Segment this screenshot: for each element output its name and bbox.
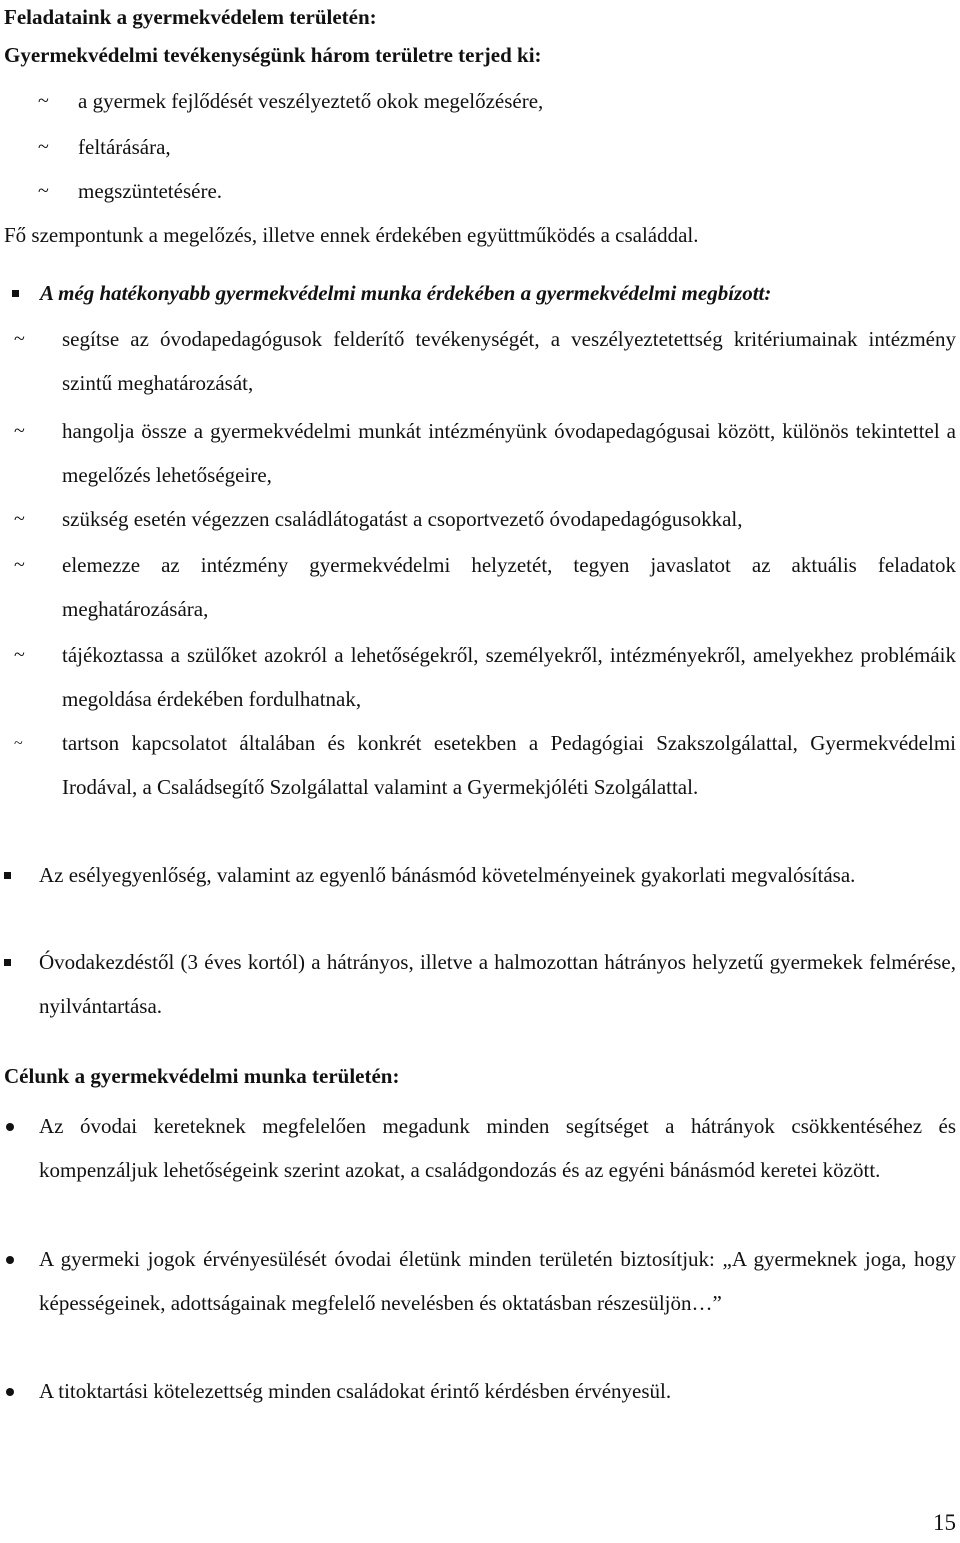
square-item-text: Óvodakezdéstől (3 éves kortól) a hátrányos, illetve a halmozottan hátrányos helyzetű gyermekek felmérése, nyilvántartása. [39, 950, 956, 1018]
goal-list-item [0, 1238, 956, 1325]
tilde-bullet: ~ [14, 554, 25, 576]
goal-list-item [0, 1370, 956, 1414]
officer-task-text: hangolja össze a gyermekvédelmi munkát intézményünk óvodapedagógusai között, különös tekintettel a megelőzés lehetőségeire, [62, 419, 956, 487]
main-focus-text: Fő szempontunk a megelőzés, illetve ennek érdekében együttműködés a családdal. [4, 223, 699, 247]
goal-heading: Célunk a gyermekvédelmi munka területén: [4, 1064, 400, 1088]
heading-tasks: Feladataink a gyermekvédelem területén: [4, 5, 377, 29]
square-bullet-icon [4, 959, 11, 966]
tilde-bullet: ~ [38, 136, 49, 158]
tilde-bullet: ~ [14, 508, 25, 530]
round-bullet-icon [6, 1256, 14, 1264]
officer-task-text: tájékoztassa a szülőket azokról a lehetőségekről, személyekről, intézményekről, amelyekhez problémáik megoldása érdekében fordulhatnak, [62, 643, 956, 711]
officer-task-item [0, 498, 956, 542]
tilde-bullet: ~ [38, 90, 49, 112]
officer-task-text: szükség esetén végezzen családlátogatást a csoportvezető óvodapedagógusokkal, [62, 507, 743, 531]
round-bullet-icon [6, 1123, 14, 1131]
square-list-item [0, 941, 956, 1028]
tilde-bullet: ~ [14, 420, 25, 442]
goal-item-text: Az óvodai kereteknek megfelelően megadunk minden segítséget a hátrányok csökkentéséhez és kompenzáljuk lehetőségeink szerint azokat, a családgondozás és az egyéni bánásmód keretei között. [39, 1114, 956, 1182]
square-list-item [0, 854, 956, 898]
tilde-bullet: ~ [14, 328, 25, 350]
page-number: 15 [933, 1510, 956, 1535]
square-bullet-icon [12, 290, 19, 297]
goal-item-text: A titoktartási kötelezettség minden családokat érintő kérdésben érvényesül. [39, 1379, 672, 1403]
square-item-text: Az esélyegyenlőség, valamint az egyenlő bánásmód követelményeinek gyakorlati megvalósítása. [39, 863, 856, 887]
tilde-bullet: ~ [38, 180, 49, 202]
officer-task-item [0, 722, 956, 809]
goal-item-text: A gyermeki jogok érvényesülését óvodai életünk minden területén biztosítjuk: „A gyermeknek joga, hogy képességeinek, adottságainak megfelelő nevelésben és oktatásban részesüljön…” [39, 1247, 956, 1315]
officer-task-item [0, 634, 956, 721]
round-bullet-icon [6, 1388, 14, 1396]
goal-list-item [0, 1105, 956, 1192]
officer-task-text: tartson kapcsolatot általában és konkrét esetekben a Pedagógiai Szakszolgálattal, Gyermekvédelmi Irodával, a Családsegítő Szolgálattal valamint a Gyermekjóléti Szolgálattal. [62, 731, 956, 799]
area-text: megszüntetésére. [78, 179, 223, 203]
tilde-bullet: ~ [14, 644, 25, 666]
heading-areas: Gyermekvédelmi tevékenységünk három területre terjed ki: [4, 43, 542, 67]
area-text: feltárására, [78, 135, 171, 159]
square-bullet-icon [4, 872, 11, 879]
officer-heading: A még hatékonyabb gyermekvédelmi munka érdekében a gyermekvédelmi megbízott: [40, 281, 772, 305]
officer-task-item [0, 410, 956, 497]
officer-task-text: segítse az óvodapedagógusok felderítő tevékenységét, a veszélyeztetettség kritériumainak intézmény szintű meghatározását, [62, 327, 956, 395]
officer-task-item [0, 544, 956, 631]
area-text: a gyermek fejlődését veszélyeztető okok megelőzésére, [78, 89, 544, 113]
officer-task-item [0, 318, 956, 405]
officer-task-text: elemezze az intézmény gyermekvédelmi helyzetét, tegyen javaslatot az aktuális feladatok meghatározására, [62, 553, 956, 621]
tilde-bullet: ~ [14, 735, 23, 752]
